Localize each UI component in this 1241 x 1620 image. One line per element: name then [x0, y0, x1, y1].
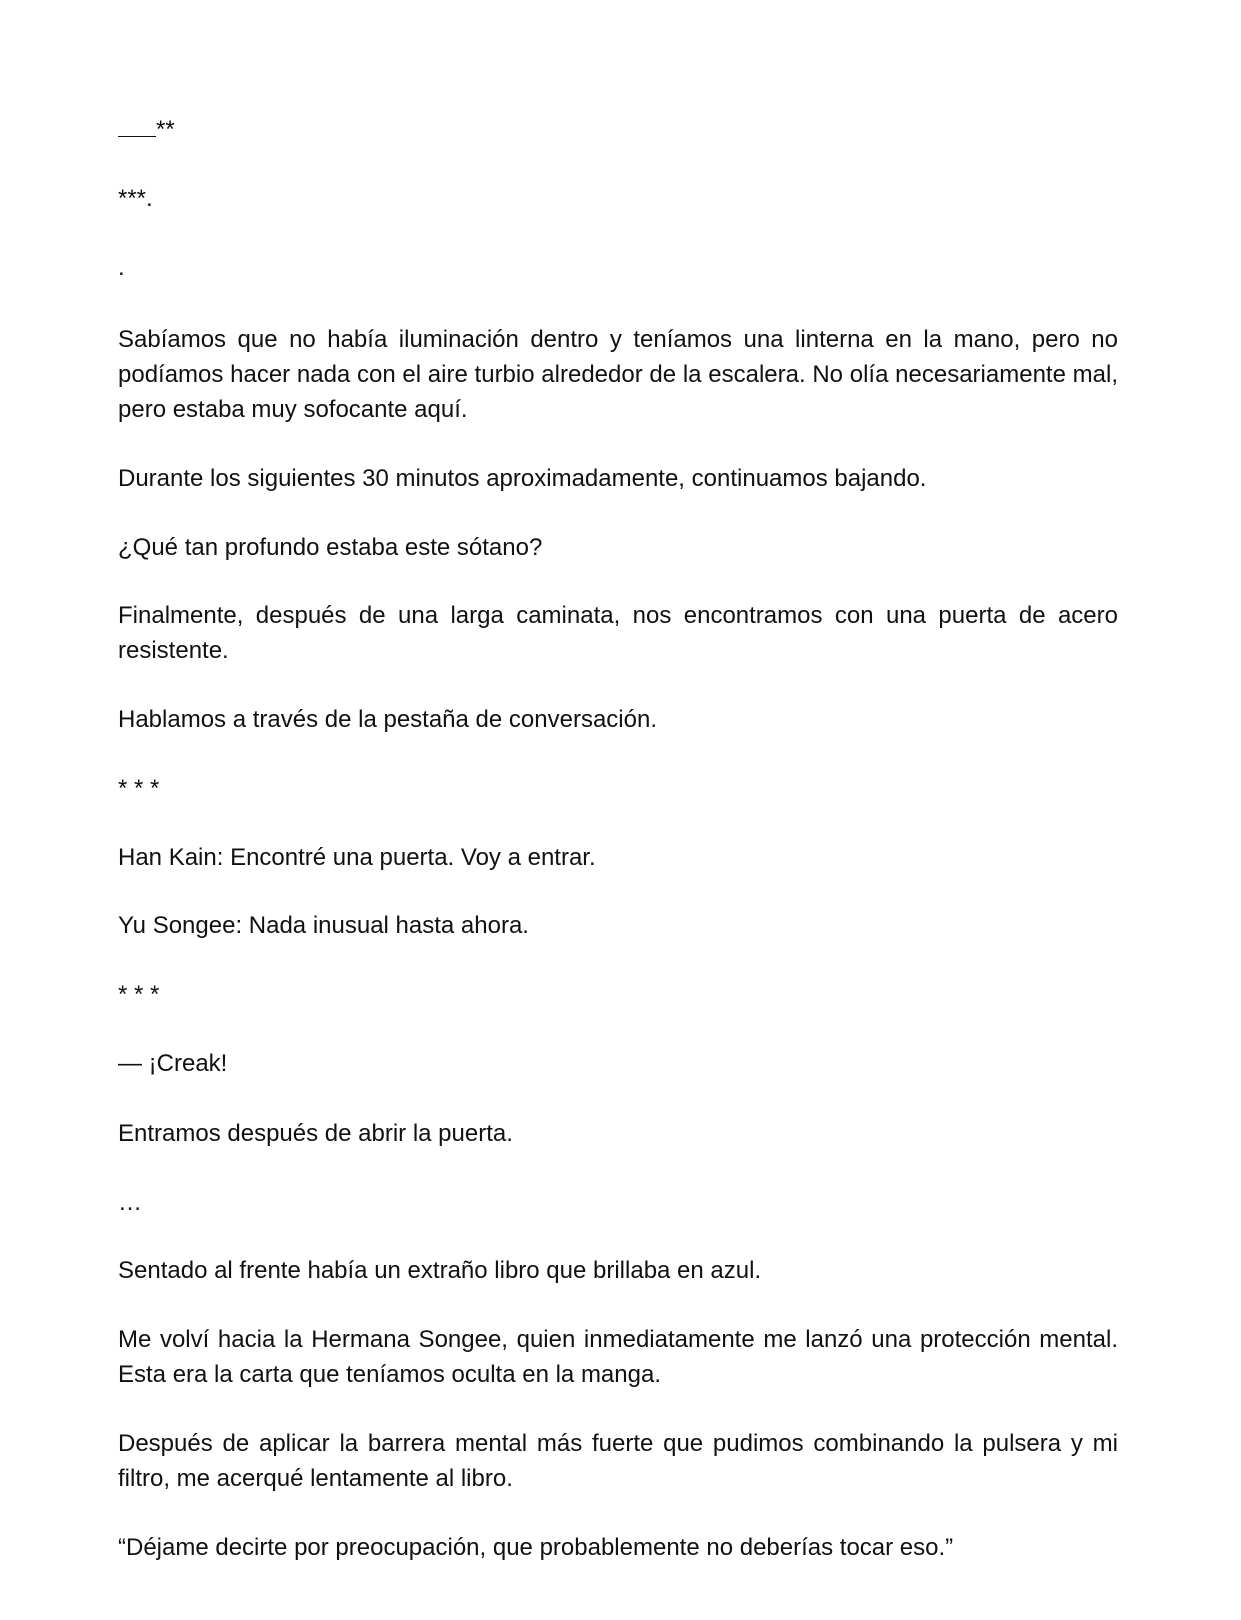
- paragraph-1: Sabíamos que no había iluminación dentro y teníamos una linterna en la mano, pero no podíamos hacer nada con el aire turbio alrededor de la escalera. No olía necesariamente mal, pero estaba muy sofocante aquí.: [118, 326, 1118, 423]
- paragraph-10: “Déjame decirte por preocupación, que probablemente no deberías tocar eso.”: [118, 1534, 954, 1561]
- paragraph-2: Durante los siguientes 30 minutos aproximadamente, continuamos bajando.: [118, 465, 927, 492]
- underline-stars-line: [118, 112, 1118, 147]
- paragraph-7: Sentado al frente había un extraño libro que brillaba en azul.: [118, 1257, 762, 1284]
- paragraph-9: Después de aplicar la barrera mental más fuerte que pudimos combinando la pulsera y mi filtro, me acerqué lentamente al libro.: [118, 1430, 1118, 1492]
- chat-line-han-kain: Han Kain: Encontré una puerta. Voy a entrar.: [118, 844, 596, 871]
- paragraph-creak: — ¡Creak!: [118, 1050, 228, 1077]
- paragraph-6: Entramos después de abrir la puerta.: [118, 1120, 513, 1147]
- ellipsis-line: …: [118, 1189, 142, 1216]
- paragraph-3: ¿Qué tan profundo estaba este sótano?: [118, 534, 543, 561]
- lone-dot: .: [118, 254, 125, 281]
- paragraph-8: Me volví hacia la Hermana Songee, quien inmediatamente me lanzó una protección mental. Esta era la carta que teníamos oculta en la manga.: [118, 1326, 1118, 1388]
- scene-separator-2: * * *: [118, 981, 160, 1008]
- paragraph-5: Hablamos a través de la pestaña de conversación.: [118, 706, 657, 733]
- chat-line-yu-songee: Yu Songee: Nada inusual hasta ahora.: [118, 912, 529, 939]
- paragraph-4: Finalmente, después de una larga caminata, nos encontramos con una puerta de acero resistente.: [118, 602, 1118, 664]
- underline-rule: [118, 118, 156, 137]
- scene-separator-1: * * *: [118, 775, 160, 802]
- separator-dot-stars: ***.: [118, 185, 153, 212]
- stars-marker: **: [156, 116, 175, 143]
